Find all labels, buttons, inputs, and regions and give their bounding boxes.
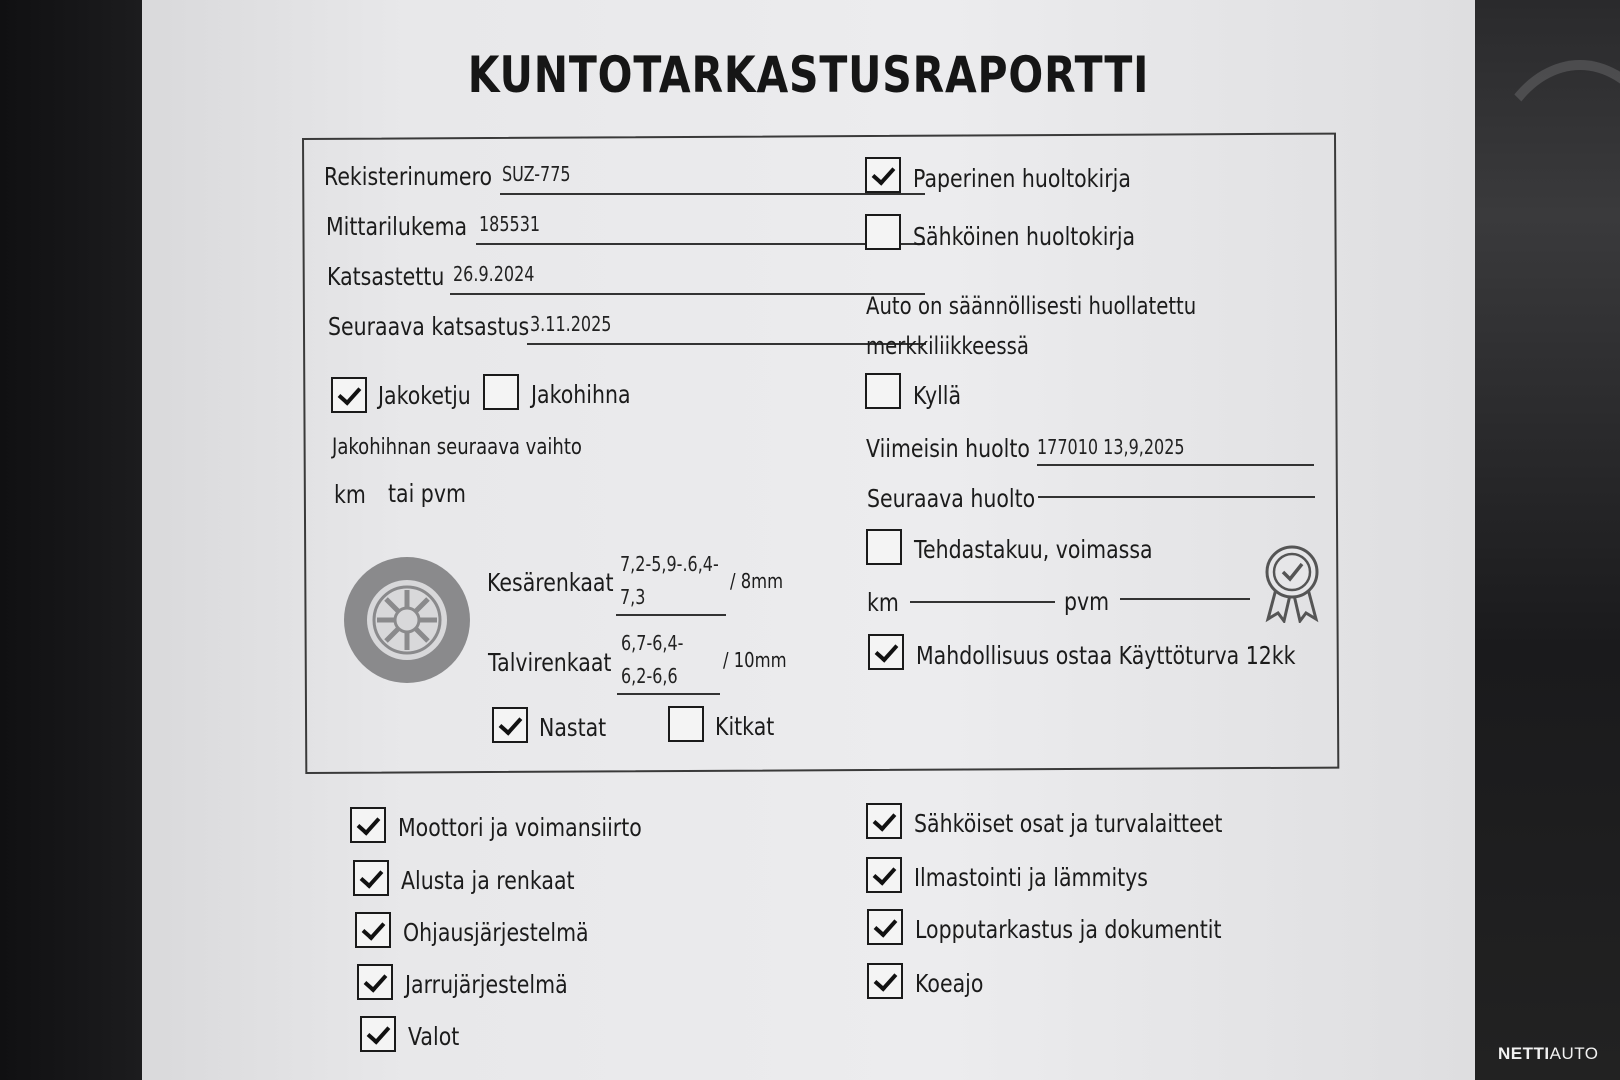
timing-km-label: km (334, 480, 366, 509)
checklist-left-label-4: Valot (408, 1022, 460, 1051)
tehdastakuu-checkbox[interactable] (866, 529, 902, 565)
seuraava-huolto-label: Seuraava huolto (867, 484, 1036, 513)
paperinen-huoltokirja-label: Paperinen huoltokirja (913, 164, 1131, 193)
katsastettu-label: Katsastettu (327, 262, 445, 291)
kitkat-label: Kitkat (715, 712, 775, 741)
viimeisin-huolto-line (1037, 464, 1314, 466)
checklist-right-label-1: Ilmastointi ja lämmitys (914, 863, 1148, 892)
jakohihna-next-change-label: Jakohihnan seuraava vaihto (332, 435, 582, 460)
checklist-right-label-2: Lopputarkastus ja dokumentit (915, 915, 1222, 944)
summer-tires-line (616, 614, 726, 616)
summer-tires-label: Kesärenkaat (487, 568, 614, 597)
seuraava-katsastus-label: Seuraava katsastus (328, 312, 530, 341)
tehdastakuu-pvm-label: pvm (1064, 587, 1110, 616)
winter-tires-value-line1: 6,7-6,4- (621, 631, 684, 655)
nastat-checkbox[interactable] (492, 707, 528, 743)
regular-service-line2: merkkiliikkeessä (866, 332, 1029, 360)
checklist-left-label-1: Alusta ja renkaat (401, 866, 575, 895)
timing-pvm-label: tai pvm (388, 479, 466, 508)
kitkat-checkbox[interactable] (668, 706, 704, 742)
checklist-left-label-0: Moottori ja voimansiirto (398, 813, 642, 842)
tehdastakuu-km-line (910, 601, 1055, 603)
watermark-brand-bold: NETTI (1498, 1044, 1550, 1063)
sahkoinen-huoltokirja-label: Sähköinen huoltokirja (913, 222, 1136, 251)
winter-tires-value-line2: 6,2-6,6 (621, 664, 678, 688)
checklist-left-label-2: Ohjausjärjestelmä (403, 918, 589, 947)
jakohihna-label: Jakohihna (531, 380, 631, 409)
winter-tires-line (617, 693, 720, 695)
checklist-left-box-3[interactable] (357, 964, 393, 1000)
viimeisin-huolto-label: Viimeisin huolto (866, 434, 1030, 463)
report-paper (142, 0, 1475, 1080)
rekisterinumero-label: Rekisterinumero (324, 162, 493, 191)
summer-tires-unit: / 8mm (730, 569, 784, 593)
watermark-brand-rest: AUTO (1549, 1044, 1599, 1063)
regular-service-line1: Auto on säännöllisesti huollatettu (866, 292, 1197, 320)
paperinen-huoltokirja-checkbox[interactable] (865, 157, 901, 193)
kylla-label: Kyllä (913, 381, 962, 410)
nettiauto-watermark (1498, 1044, 1599, 1064)
checklist-right-box-1[interactable] (866, 857, 902, 893)
seuraava-katsastus-value: 3.11.2025 (530, 312, 612, 336)
summer-tires-value-line2: 7,3 (620, 585, 646, 609)
checklist-left-box-1[interactable] (353, 860, 389, 896)
checklist-right-box-2[interactable] (867, 909, 903, 945)
checklist-right-box-0[interactable] (866, 803, 902, 839)
jakohihna-checkbox[interactable] (483, 374, 519, 410)
mittarilukema-line (476, 243, 925, 245)
tehdastakuu-pvm-line (1120, 598, 1250, 600)
sahkoinen-huoltokirja-checkbox[interactable] (865, 214, 901, 250)
tehdastakuu-km-label: km (867, 588, 899, 617)
certified-badge-icon (1262, 545, 1322, 623)
viimeisin-huolto-value: 177010 13,9,2025 (1037, 435, 1185, 459)
checklist-right-label-0: Sähköiset osat ja turvalaitteet (914, 809, 1223, 838)
kayttoturva-checkbox[interactable] (868, 634, 904, 670)
checklist-left-box-2[interactable] (355, 912, 391, 948)
report-title: KUNTOTARKASTUSRAPORTTI (467, 46, 1150, 104)
kylla-checkbox[interactable] (865, 373, 901, 409)
seuraava-huolto-line (1038, 496, 1315, 498)
checklist-left-box-0[interactable] (350, 807, 386, 843)
rekisterinumero-value: SUZ-775 (502, 162, 571, 186)
checklist-left-box-4[interactable] (360, 1016, 396, 1052)
summer-tires-value-line1: 7,2-5,9-.6,4- (620, 552, 719, 576)
katsastettu-value: 26.9.2024 (453, 262, 535, 286)
nastat-label: Nastat (539, 713, 607, 742)
checklist-left-label-3: Jarrujärjestelmä (405, 970, 568, 999)
katsastettu-line (450, 293, 925, 295)
checklist-right-label-3: Koeajo (915, 969, 984, 998)
checklist-right-box-3[interactable] (867, 963, 903, 999)
mittarilukema-value: 185531 (479, 212, 541, 236)
rekisterinumero-line (500, 193, 925, 195)
kayttoturva-label: Mahdollisuus ostaa Käyttöturva 12kk (916, 641, 1296, 670)
tire-wheel-icon (342, 555, 472, 685)
jakoketju-checkbox[interactable] (331, 377, 367, 413)
background-left (0, 0, 142, 1080)
tehdastakuu-label: Tehdastakuu, voimassa (914, 535, 1153, 564)
mittarilukema-label: Mittarilukema (326, 212, 468, 241)
jakoketju-label: Jakoketju (378, 381, 471, 410)
winter-tires-label: Talvirenkaat (488, 648, 612, 677)
winter-tires-unit: / 10mm (723, 648, 787, 672)
